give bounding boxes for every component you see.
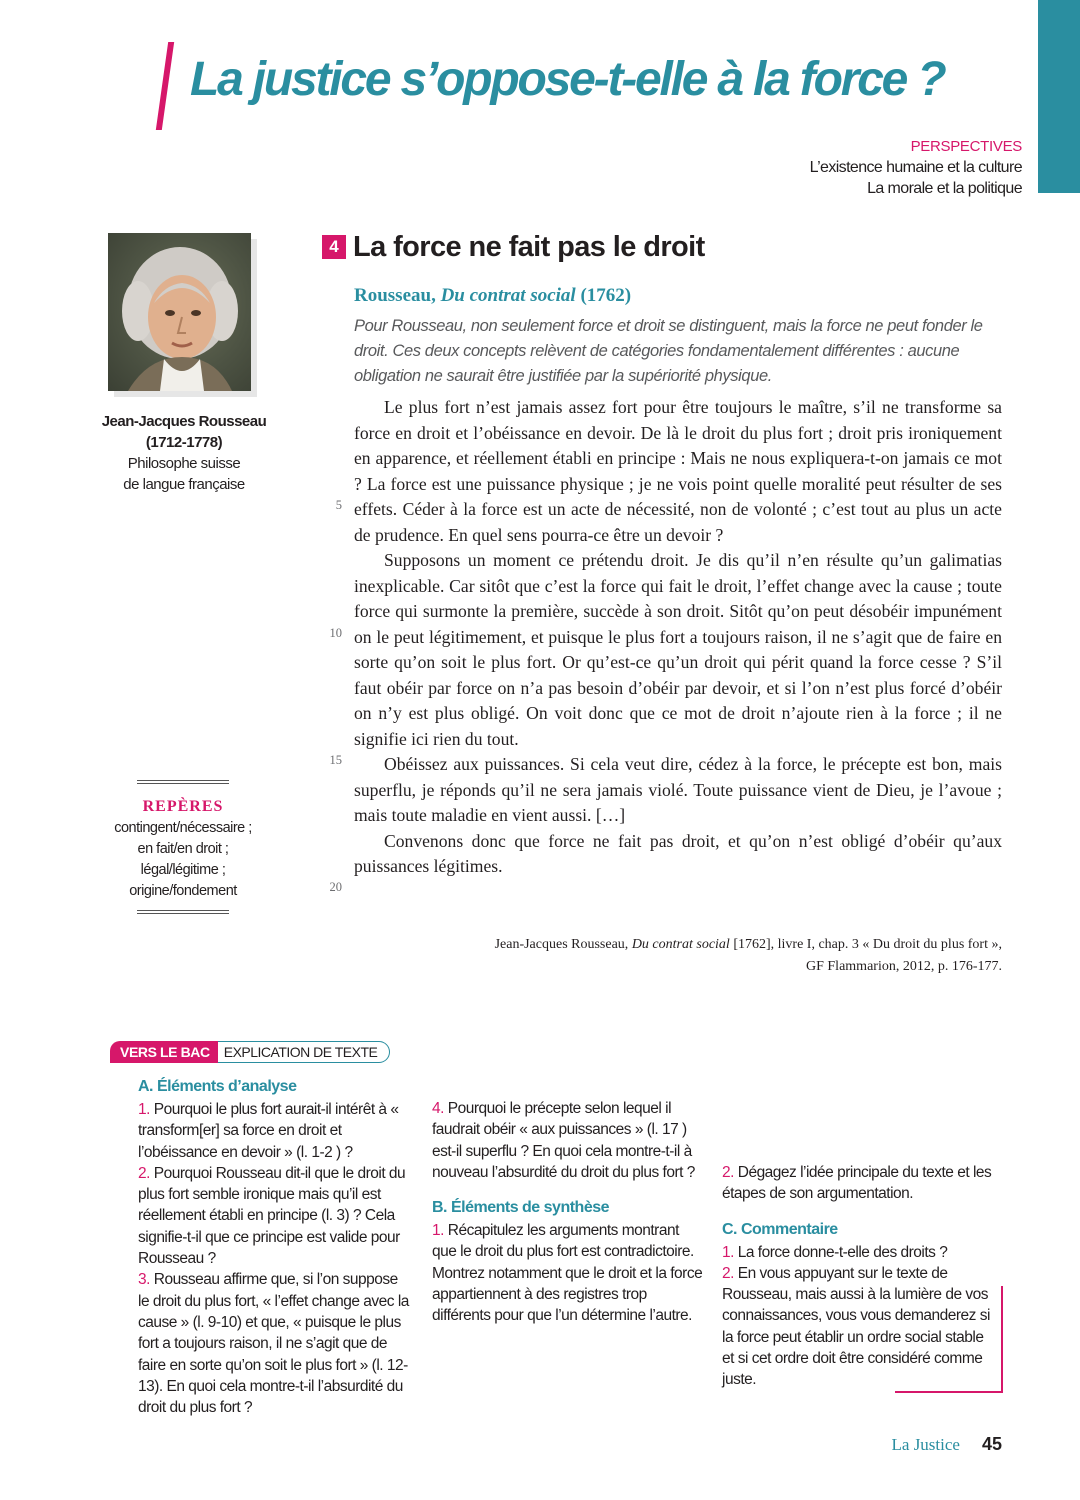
author-role: Philosophe suisse [127,455,241,472]
citation-work: Du contrat social [631,937,730,952]
exercise-column-2 [432,1098,704,1327]
section-heading-c: C. Commentaire [722,1220,838,1238]
question-item [432,1098,704,1183]
question-number: 1. [138,1101,150,1118]
excerpt-body [354,395,1002,880]
question-text: La force donne-t-elle des droits ? [737,1243,948,1261]
page-number: 45 [981,1434,1002,1454]
question-item [432,1220,704,1326]
line-number: 15 [329,753,342,767]
question-number: 3. [138,1271,150,1289]
chapter-name: La Justice [891,1435,960,1454]
question-item [138,1099,410,1163]
text-number-badge: 4 [322,235,346,259]
reperes-title: REPÈRES [142,798,224,815]
question-text: Récapitulez les arguments montrant que le droit du plus fort est contradictoire. Montrez notamment que le droit et la force appartiennent à des registres trop différents pour que l’un détermine l’autre. [432,1222,703,1325]
question-item [722,1162,994,1205]
question-item [138,1269,410,1418]
text-introduction: Pour Rousseau, non seulement force et droit se distinguent, mais la force ne peut fonder le droit. Ces deux concepts relèvent de catégories fondamentalement différentes : aucune obligation ne saurait être justifiée par la supériorité physique. [354,317,983,385]
reperes-item: origine/fondement [129,883,237,899]
divider [137,910,229,914]
section-heading-b: B. Éléments de synthèse [432,1199,610,1217]
line-number: 10 [329,626,342,640]
citation [495,934,1002,978]
excerpt-paragraph: Le plus fort n’est jamais assez fort pour être toujours le maître, s’il ne transforme sa force en droit et l’obéissance en devoir. De là le droit du plus fort ; droit pris ironiquement en apparence, et réellement établi en principe : Mais ne nous expliquera-t-on jamais ce mot ? La force est une puissance physique ; je ne vois point quelle moralité peut résulter de ses effets. Céder à la force est un acte de nécessité, non de volonté ; c’est tout au plus un acte de prudence. En quel sens pourra-ce être un devoir ? [354,397,1002,545]
question-number: 2. [722,1264,734,1282]
decorative-corner-line [895,1391,1003,1393]
citation-details: [1762], livre I, chap. 3 « Du droit du plus fort », [729,937,1002,952]
page-footer [892,1434,1002,1455]
author-dates: (1712-1778) [145,434,223,451]
reperes-item: légal/légitime ; [140,862,226,878]
line-number: 20 [329,880,342,894]
exercise-type-label: EXPLICATION DE TEXTE [218,1041,391,1063]
line-number: 5 [335,498,342,512]
section-heading-a: A. Éléments d’analyse [138,1078,297,1095]
excerpt-paragraph: Obéissez aux puissances. Si cela veut dire, cédez à la force, le précepte est bon, mais superflu, je réponds qu’il ne sera jamais violé. Toute puissance vient de Dieu, je l’avoue ; mais toute maladie en vient aussi. […] [354,754,1002,825]
title-accent-bar [156,42,174,130]
spacer [722,1205,994,1219]
exercise-column-1 [138,1076,410,1418]
vers-le-bac-tag [110,1041,390,1063]
question-number: 2. [138,1164,150,1182]
divider [137,780,229,784]
author-name: Jean-Jacques Rousseau [101,413,267,430]
spacer [432,1183,704,1197]
question-item [138,1163,410,1269]
perspectives-label: PERSPECTIVES [910,138,1022,155]
source-author: Rousseau, [354,285,436,306]
excerpt-paragraph: Supposons un moment ce prétendu droit. Je dis qu’il n’en résulte qu’un galimatias inexplicable. Car sitôt que c’est la force qui fait le droit, l’effet change avec la cause ; toute force qui surmonte la première, succède à son droit. Sitôt qu’on peut désobéir impunément on le peut légitimement, et puisque le plus fort a toujours raison, il ne s’agit que de faire en sorte qu’on soit le plus fort. Or qu’est-ce qu’un droit qui périt quand la force cesse ? S’il faut obéir par force on n’a pas besoin d’obéir par devoir, et si l’on n’est plus forcé d’obéir on n’y est plus obligé. On voit donc que ce mot de droit n’ajoute rien à la force ; il ne signifie ici rien du tout. [354,550,1002,749]
reperes-item: contingent/nécessaire ; [114,820,252,836]
decorative-corner-line [1001,1286,1003,1392]
question-text: Dégagez l’idée principale du texte et les étapes de son argumentation. [722,1164,992,1203]
perspective-item: La morale et la politique [867,180,1022,197]
author-role: de langue française [123,476,245,493]
question-number: 2. [722,1164,734,1181]
exercise-column-3 [722,1162,994,1391]
page-title: La justice s’oppose-t-elle à la force ? [190,53,945,106]
author-caption [94,411,274,495]
text-source [354,284,631,308]
question-number: 4. [432,1100,444,1117]
perspective-item: L’existence humaine et la culture [809,159,1022,176]
question-number: 1. [722,1243,734,1261]
perspectives-block [810,137,1022,199]
text-title: La force ne fait pas le droit [353,231,705,263]
question-text: En vous appuyant sur le texte de Rousseau, mais aussi à la lumière de vos connaissances, vous vous demanderez si la force peut établir un ordre social stable et si cet ordre doit être considéré comme juste. [722,1264,990,1389]
reperes-box [108,780,258,914]
question-text: Rousseau affirme que, si l’on suppose le droit du plus fort, « l’effet change avec la cause » (l. 9-10) et que, « puisque le plus fort a toujours raison, il ne s’agit que de faire en sorte qu’on soit le plus fort » (l. 12-13). En quoi cela montre-t-il l’absurdité du droit du plus fort ? [138,1271,409,1417]
citation-author: Jean-Jacques Rousseau, [494,937,632,952]
chapter-color-tab [1038,0,1080,193]
question-text: Pourquoi Rousseau dit-il que le droit du plus fort semble ironique mais qu’il est réellement établi en principe (l. 3) ? Cela signifie-t-il que ce principe est valide pour Rousseau ? [138,1164,406,1268]
portrait-illustration [108,233,251,391]
reperes-item: en fait/en droit ; [137,841,229,857]
citation-line [495,934,1002,956]
source-work: Du contrat social [440,285,576,306]
question-item [722,1242,994,1263]
rousseau-portrait [108,233,251,391]
question-number: 1. [432,1222,444,1240]
vers-le-bac-label: VERS LE BAC [110,1041,218,1063]
question-text: Pourquoi le précepte selon lequel il faudrait obéir « aux puissances » (l. 17 ) est-il superflu ? En quoi cela montre-t-il à nouveau l’absurdité du droit du plus fort ? [432,1100,695,1181]
source-year: (1762) [580,285,632,306]
citation-publisher: GF Flammarion, 2012, p. 176-177. [806,959,1002,974]
question-text: Pourquoi le plus fort aurait-il intérêt à « transform[er] sa force en droit et l’obéissance en devoir » (l. 1-2 ) ? [138,1101,399,1161]
excerpt-paragraph: Convenons donc que force ne fait pas droit, et qu’on n’est obligé d’obéir qu’aux puissances légitimes. [354,830,1002,876]
question-item [722,1263,994,1391]
